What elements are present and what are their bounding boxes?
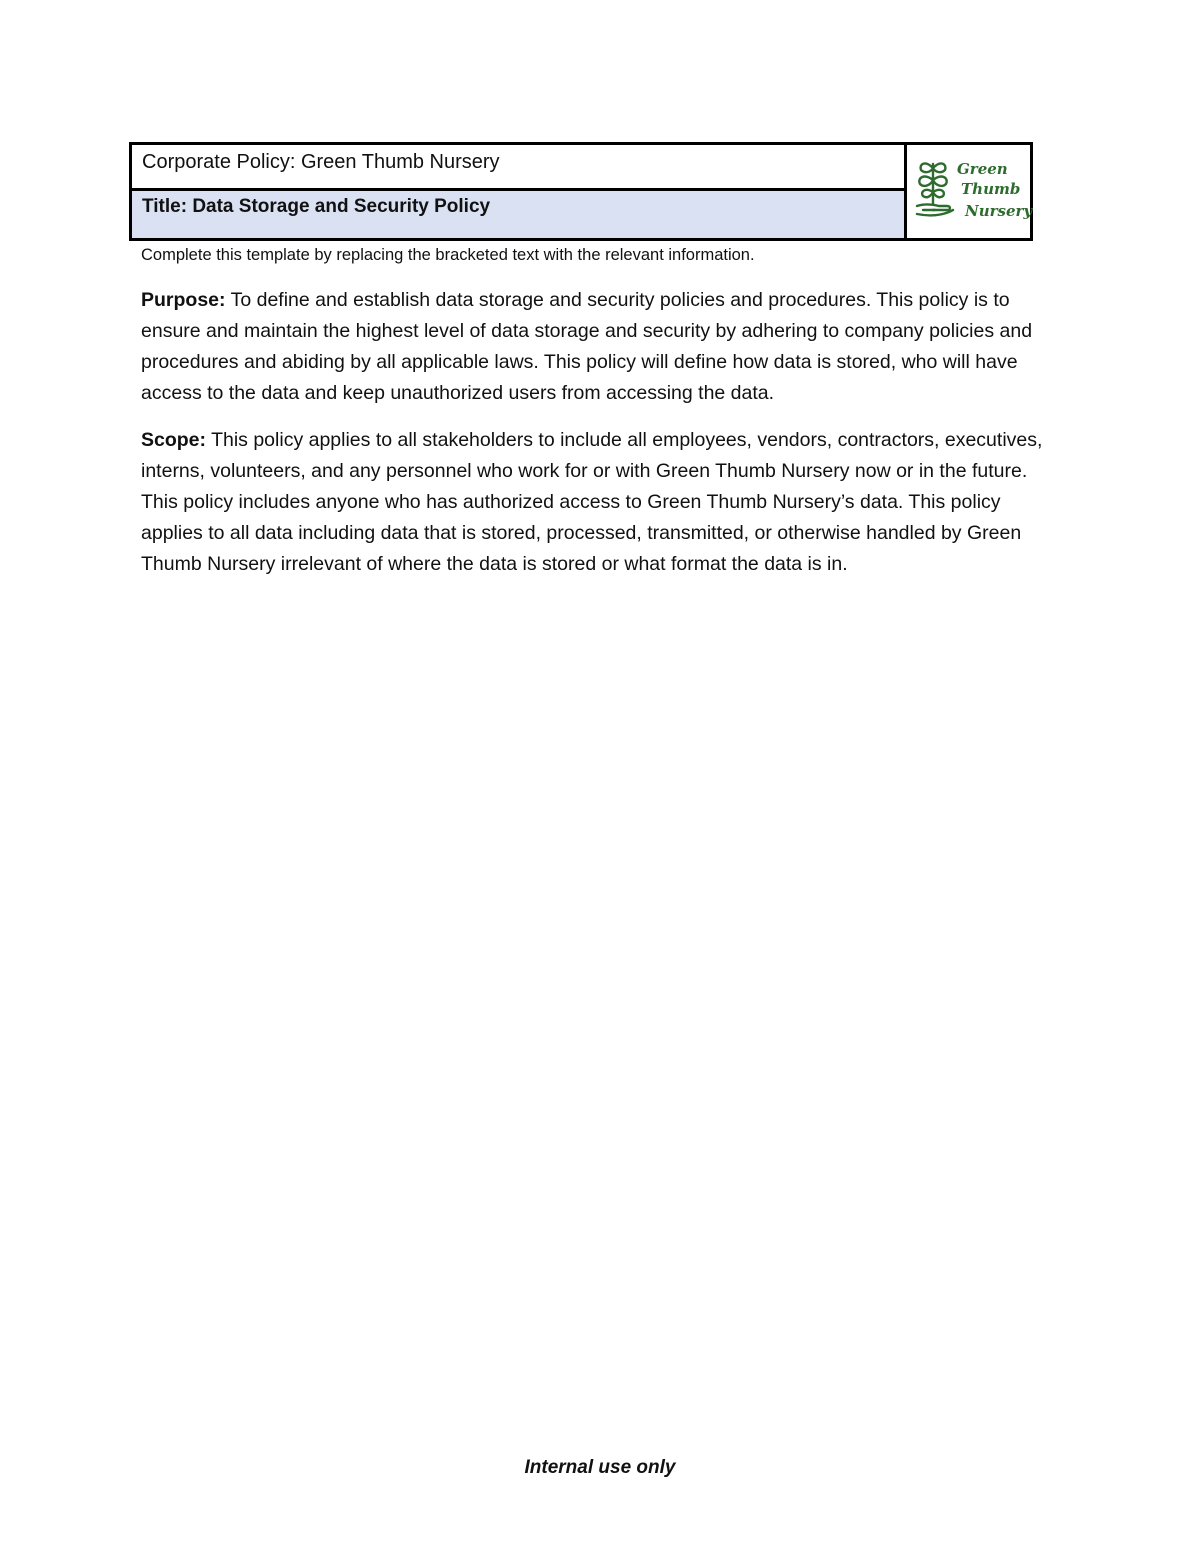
header-text-column [132,145,907,238]
svg-text:Thumb: Thumb [960,179,1020,198]
scope-text: This policy applies to all stakeholders to include all employees, vendors, contractors, executives, interns, volunteers, and any personnel who work for or with Green Thumb Nursery now or in the future. This policy includes anyone who has authorized access to Green Thumb Nursery’s data. This policy applies to all data including data that is stored, processed, transmitted, or otherwise handled by Green Thumb Nursery irrelevant of where the data is stored or what format the data is in. [141,429,1043,575]
sprout-hand-logo-icon [913,154,1032,230]
template-instructions: Complete this template by replacing the bracketed text with the relevant information. [141,246,755,264]
scope-paragraph [141,425,1066,580]
purpose-paragraph [141,285,1066,409]
corporate-policy-line: Corporate Policy: Green Thumb Nursery [132,145,904,191]
scope-label: Scope: [141,429,207,451]
purpose-text: To define and establish data storage and security policies and procedures. This policy is to ensure and maintain the highest level of data storage and security by adhering to company policies and procedures and abiding by all applicable laws. This policy will define how data is stored, who will have access to the data and keep unauthorized users from accessing the data. [141,289,1033,404]
purpose-label: Purpose: [141,289,226,311]
policy-header-table [129,142,1033,241]
policy-title: Title: Data Storage and Security Policy [132,191,904,238]
svg-text:Nursery: Nursery [964,201,1032,220]
footer-classification: Internal use only [524,1457,676,1478]
svg-text:Green: Green [956,159,1008,178]
company-logo [907,145,1030,238]
